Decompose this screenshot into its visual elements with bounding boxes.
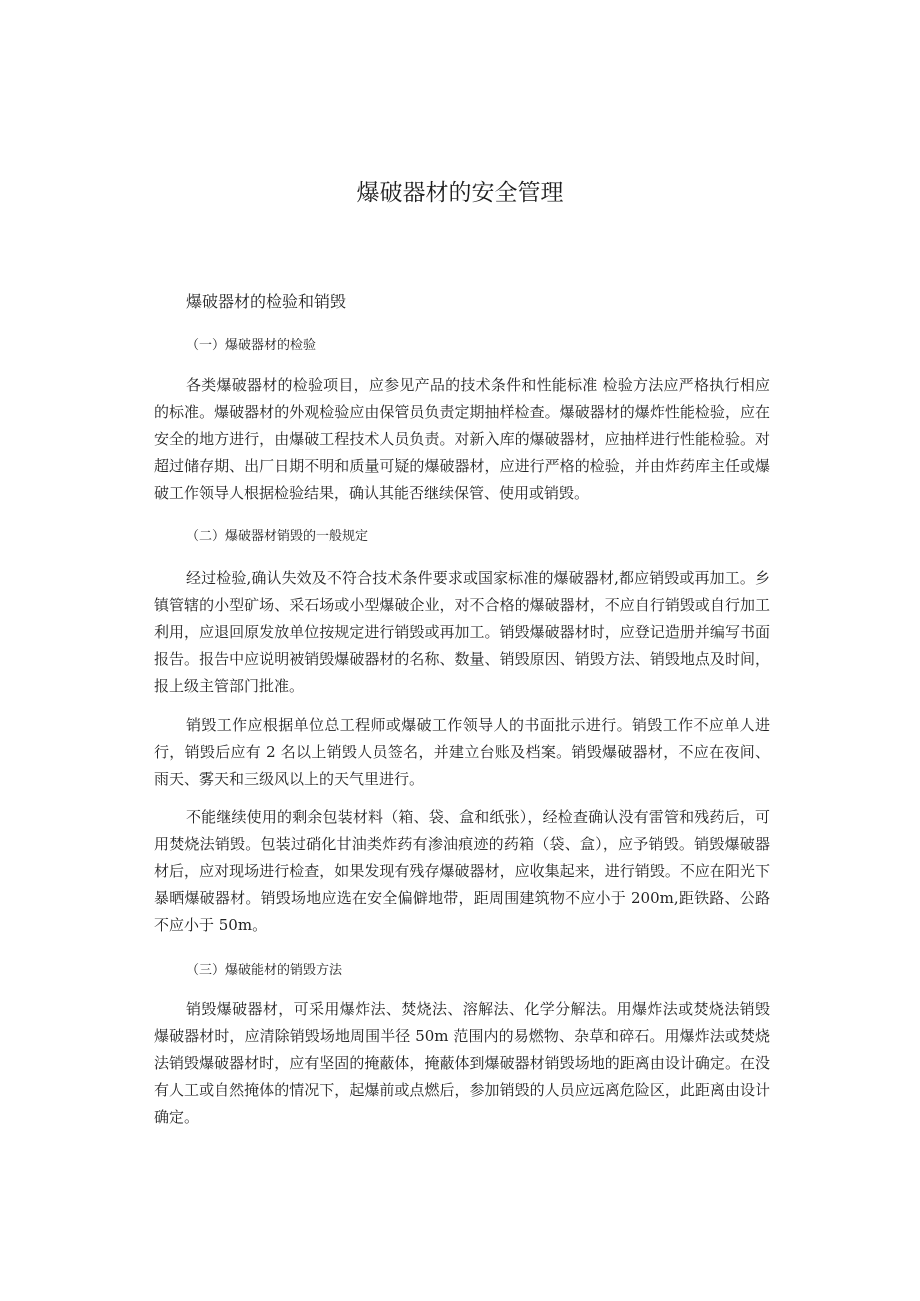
subsection-heading-destruction-rules: （二）爆破器材销毁的一般规定 <box>186 529 369 544</box>
subsection-heading-destruction-methods: （三）爆破能材的销毁方法 <box>186 963 343 978</box>
subsection-heading-inspection: （一）爆破器材的检验 <box>186 338 317 353</box>
paragraph-destruction-rules-3: 不能继续使用的剩余包装材料（箱、袋、盒和纸张），经检查确认没有雷管和残药后，可用焚烧法销毁。包装过硝化甘油类炸药有渗油痕迹的药箱（袋、盒），应予销毁。销毁爆破器材后，应对现场进行检查，如果发现有残存爆破器材，应收集起来，进行销毁。不应在阳光下暴晒爆破器材。销毁场地应选在安全偏僻地带，距周围建筑物不应小于 200m,距铁路、公路不应小于 50m。 <box>154 808 770 934</box>
paragraph-destruction-methods: 销毁爆破器材，可采用爆炸法、焚烧法、溶解法、化学分解法。用爆炸法或焚烧法销毁爆破器材时，应清除销毁场地周围半径 50m 范围内的易燃物、杂草和碎石。用爆炸法或焚烧法销毁爆破器材时，应有坚固的掩蔽体，掩蔽体到爆破器材销毁场地的距离由设计确定。在没有人工或自然掩体的情况下，起爆前或点燃后，参加销毁的人员应远离危险区，此距离由设计确定。 <box>154 1000 770 1126</box>
section-heading: 爆破器材的检验和销毁 <box>186 292 347 311</box>
document-title: 爆破器材的安全管理 <box>356 180 564 206</box>
paragraph-destruction-rules-2: 销毁工作应根据单位总工程师或爆破工作领导人的书面批示进行。销毁工作不应单人进行，销毁后应有 2 名以上销毁人员签名，并建立台账及档案。销毁爆破器材，不应在夜间、雨天、雾天和三级风以上的天气里进行。 <box>154 716 770 788</box>
paragraph-destruction-rules-1: 经过检验,确认失效及不符合技术条件要求或国家标准的爆破器材,都应销毁或再加工。乡镇管辖的小型矿场、采石场或小型爆破企业，对不合格的爆破器材，不应自行销毁或自行加工利用，应退回原发放单位按规定进行销毁或再加工。销毁爆破器材时，应登记造册并编写书面报告。报告中应说明被销毁爆破器材的名称、数量、销毁原因、销毁方法、销毁地点及时间，报上级主管部门批准。 <box>154 569 770 695</box>
paragraph-inspection: 各类爆破器材的检验项目，应参见产品的技术条件和性能标准 检验方法应严格执行相应的标准。爆破器材的外观检验应由保管员负责定期抽样检查。爆破器材的爆炸性能检验，应在安全的地方进行，由爆破工程技术人员负责。对新入库的爆破器材，应抽样进行性能检验。对超过储存期、出厂日期不明和质量可疑的爆破器材，应进行严格的检验，并由炸药库主任或爆破工作领导人根据检验结果，确认其能否继续保管、使用或销毁。 <box>154 376 770 502</box>
